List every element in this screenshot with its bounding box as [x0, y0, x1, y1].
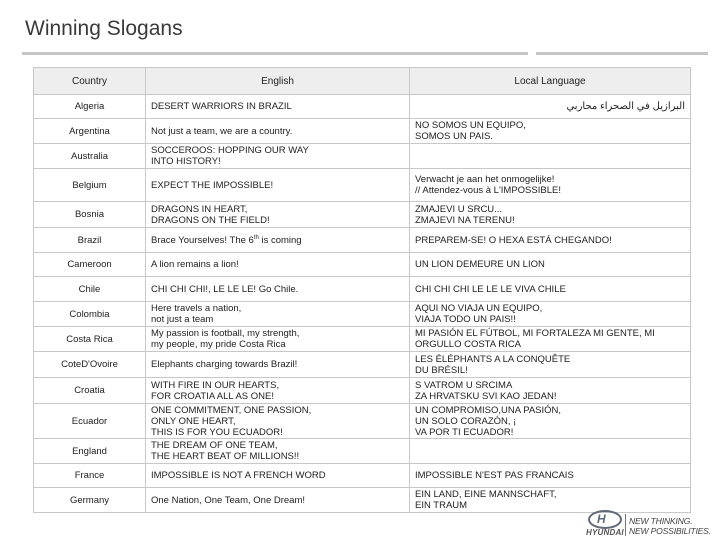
table-row [34, 253, 691, 277]
tagline-line-1: NEW THINKING. [629, 516, 693, 526]
english-slogan-cell: EXPECT THE IMPOSSIBLE! [146, 169, 410, 202]
local-slogan-cell: EIN LAND, EINE MANNSCHAFT, EIN TRAUM [410, 488, 691, 513]
table-row [34, 378, 691, 404]
english-slogan-cell: A lion remains a lion! [146, 253, 410, 277]
logo-letter: H [597, 512, 606, 526]
local-slogan-cell: PREPAREM-SE! O HEXA ESTÁ CHEGANDO! [410, 228, 691, 253]
country-cell: CoteD'Ovoire [34, 352, 146, 378]
country-cell: Argentina [34, 119, 146, 144]
local-slogan-cell: البرازيل في الصحراء محاربي [410, 95, 691, 119]
local-slogan-cell: AQUI NO VIAJA UN EQUIPO, VIAJA TODO UN PAIS!! [410, 302, 691, 327]
table-row [34, 95, 691, 119]
country-cell: Bosnia [34, 202, 146, 228]
logo-wordmark: HYUNDAI [586, 528, 624, 537]
country-cell: Croatia [34, 378, 146, 404]
title-divider-left [22, 52, 528, 55]
country-cell: Belgium [34, 169, 146, 202]
tagline-line-2: NEW POSSIBILITIES. [629, 526, 711, 536]
local-slogan-cell: NO SOMOS UN EQUIPO, SOMOS UN PAIS. [410, 119, 691, 144]
table-row [34, 228, 691, 253]
local-slogan-cell: UN LION DEMEURE UN LION [410, 253, 691, 277]
local-slogan-cell: IMPOSSIBLE N'EST PAS FRANCAIS [410, 464, 691, 488]
table-row [34, 439, 691, 464]
header-country: Country [34, 68, 146, 95]
english-slogan-cell: WITH FIRE IN OUR HEARTS, FOR CROATIA ALL AS ONE! [146, 378, 410, 404]
country-cell: England [34, 439, 146, 464]
header-english: English [146, 68, 410, 95]
country-cell: France [34, 464, 146, 488]
table-row [34, 464, 691, 488]
local-slogan-cell: Verwacht je aan het onmogelijke! // Attendez-vous à L'IMPOSSIBLE! [410, 169, 691, 202]
english-slogan-text: Brace Yourselves! The 6 [151, 234, 254, 246]
table-row [34, 488, 691, 513]
country-cell: Brazil [34, 228, 146, 253]
english-slogan-cell: Here travels a nation, not just a team [146, 302, 410, 327]
local-slogan-cell: LES ÉLÉPHANTS A LA CONQUÊTE DU BRÉSIL! [410, 352, 691, 378]
english-slogan-cell: One Nation, One Team, One Dream! [146, 488, 410, 513]
ordinal-superscript: th [253, 234, 259, 241]
english-slogan-cell: IMPOSSIBLE IS NOT A FRENCH WORD [146, 464, 410, 488]
tagline-divider [625, 514, 626, 536]
hyundai-logo [588, 510, 622, 536]
table-header-row [34, 68, 691, 95]
english-slogan-cell: ONE COMMITMENT, ONE PASSION, ONLY ONE HEART, THIS IS FOR YOU ECUADOR! [146, 404, 410, 439]
table-row [34, 144, 691, 169]
country-cell: Chile [34, 277, 146, 302]
local-slogan-cell: MI PASIÓN EL FÚTBOL, MI FORTALEZA MI GENTE, MI ORGULLO COSTA RICA [410, 327, 691, 352]
english-slogan-cell: THE DREAM OF ONE TEAM, THE HEART BEAT OF MILLIONS!! [146, 439, 410, 464]
table-row [34, 277, 691, 302]
english-slogan-cell: CHI CHI CHI!, LE LE LE! Go Chile. [146, 277, 410, 302]
country-cell: Australia [34, 144, 146, 169]
table-row [34, 169, 691, 202]
local-slogan-cell [410, 144, 691, 169]
country-cell: Algeria [34, 95, 146, 119]
header-local-language: Local Language [410, 68, 691, 95]
local-slogan-cell: UN COMPROMISO,UNA PASIÓN, UN SOLO CORAZÓN, ¡ VA POR TI ECUADOR! [410, 404, 691, 439]
country-cell: Colombia [34, 302, 146, 327]
table-row [34, 302, 691, 327]
table-row [34, 202, 691, 228]
english-slogan-text-end: is coming [258, 234, 302, 246]
country-cell: Ecuador [34, 404, 146, 439]
english-slogan-cell: My passion is football, my strength, my people, my pride Costa Rica [146, 327, 410, 352]
country-cell: Cameroon [34, 253, 146, 277]
english-slogan-cell [146, 228, 410, 253]
table-row [34, 404, 691, 439]
english-slogan-cell: Not just a team, we are a country. [146, 119, 410, 144]
country-cell: Germany [34, 488, 146, 513]
table-row [34, 352, 691, 378]
local-slogan-cell: ZMAJEVI U SRCU... ZMAJEVI NA TERENU! [410, 202, 691, 228]
local-slogan-cell [410, 439, 691, 464]
local-slogan-cell: CHI CHI CHI LE LE LE VIVA CHILE [410, 277, 691, 302]
english-slogan-cell: DRAGONS IN HEART, DRAGONS ON THE FIELD! [146, 202, 410, 228]
table-row [34, 119, 691, 144]
slogans-table [33, 67, 691, 513]
local-slogan-cell: S VATROM U SRCIMA ZA HRVATSKU SVI KAO JEDAN! [410, 378, 691, 404]
country-cell: Costa Rica [34, 327, 146, 352]
english-slogan-cell: SOCCEROOS: HOPPING OUR WAY INTO HISTORY! [146, 144, 410, 169]
table-row [34, 327, 691, 352]
english-slogan-cell: Elephants charging towards Brazil! [146, 352, 410, 378]
english-slogan-cell: DESERT WARRIORS IN BRAZIL [146, 95, 410, 119]
page-title: Winning Slogans [25, 17, 183, 40]
title-divider-right [536, 52, 708, 55]
